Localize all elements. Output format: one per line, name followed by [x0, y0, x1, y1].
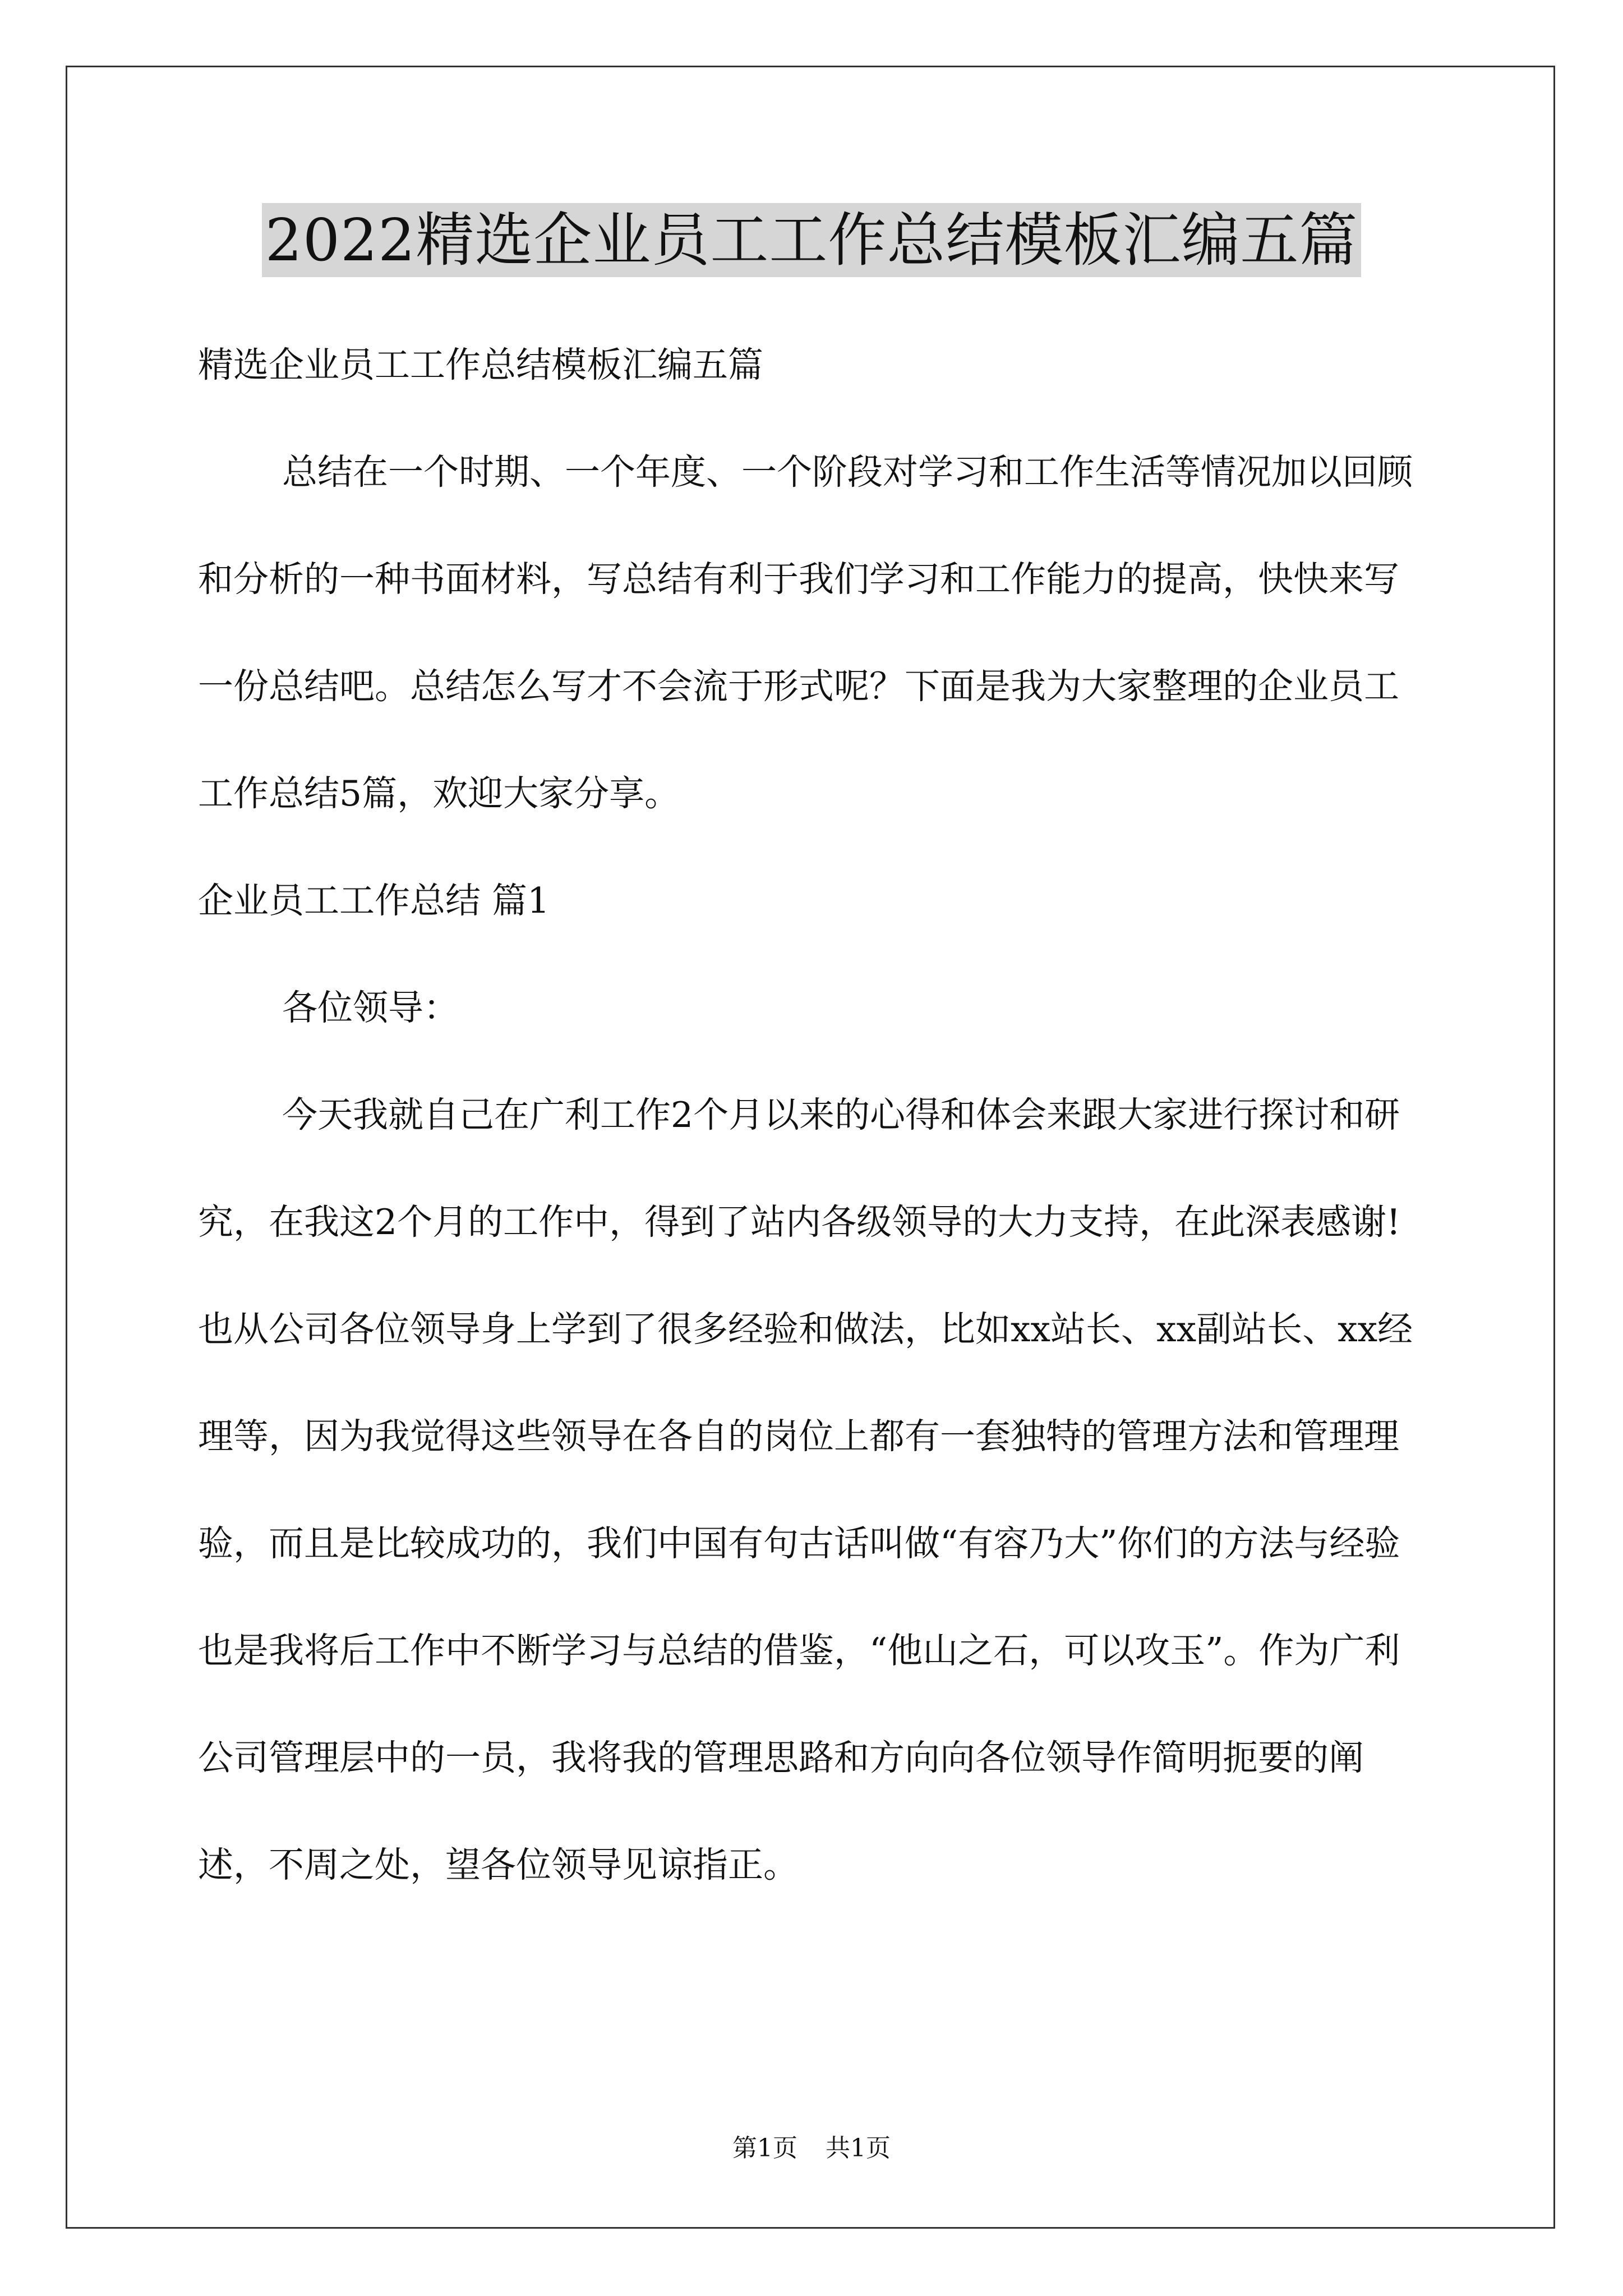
document-body	[198, 311, 1432, 1918]
body-paragraph: 今天我就自己在广利工作2个月以来的心得和体会来跟大家进行探讨和研究，在我这2个月的工作中，得到了站内各级领导的大力支持，在此深表感谢!也从公司各位领导身上学到了很多经验和做法，比如xx站长、xx副站长、xx经理等，因为我觉得这些领导在各自的岗位上都有一套独特的管理方法和管理理验，而且是比较成功的，我们中国有句古话叫做“有容乃大”你们的方法与经验也是我将后工作中不断学习与总结的借鉴，“他山之石，可以攻玉”。作为广利公司管理层中的一员，我将我的管理思路和方向向各位领导作简明扼要的阐述，不周之处，望各位领导见谅指正。	[198, 1094, 1413, 1885]
intro-paragraph: 总结在一个时期、一个年度、一个阶段对学习和工作生活等情况加以回顾和分析的一种书面材料，写总结有利于我们学习和工作能力的提高，快快来写一份总结吧。总结怎么写才不会流于形式呢？下面是我为大家整理的企业员工工作总结5篇，欢迎大家分享。	[198, 452, 1413, 814]
salutation-paragraph: 各位领导：	[282, 987, 459, 1028]
subtitle-paragraph: 精选企业员工工作总结模板汇编五篇	[198, 344, 763, 385]
section-heading: 企业员工工作总结 篇1	[198, 880, 550, 921]
document-title: 2022精选企业员工工作总结模板汇编五篇	[262, 203, 1362, 277]
title-wrap	[0, 203, 1623, 277]
page-number: 第1页	[732, 2134, 797, 2162]
page-footer	[0, 2132, 1623, 2165]
page-total: 共1页	[826, 2134, 891, 2162]
